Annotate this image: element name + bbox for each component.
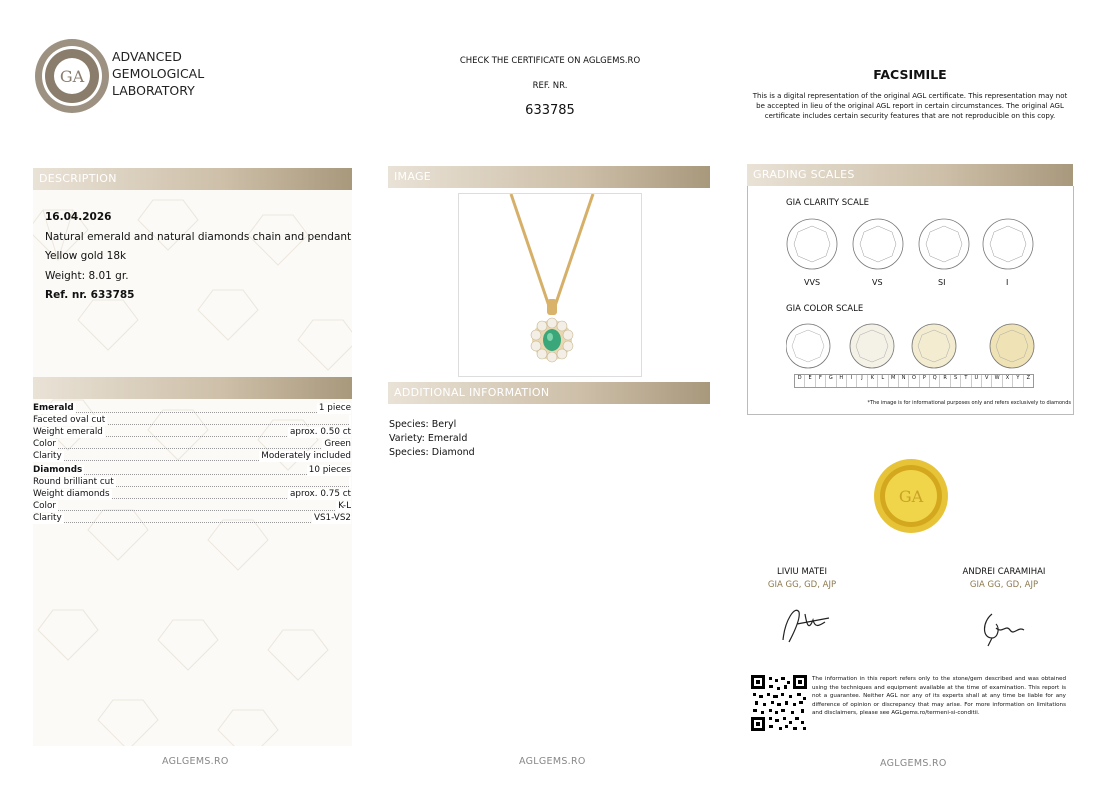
description-header: DESCRIPTION — [33, 168, 352, 190]
signature-1 — [775, 600, 835, 650]
check-certificate-text: CHECK THE CERTIFICATE ON AGLGEMS.RO — [459, 56, 641, 66]
lab-name-line1: ADVANCED — [112, 49, 182, 64]
footer-mid: AGLGEMS.RO — [519, 756, 586, 767]
additional-species: Species: Beryl — [389, 419, 457, 430]
ref-value: 633785 — [525, 103, 575, 118]
additional-header: ADDITIONAL INFORMATION — [388, 382, 710, 404]
gold-seal — [873, 458, 949, 534]
ref-label: REF. NR. — [532, 81, 568, 91]
detail-row: Color K-L — [33, 501, 351, 511]
details-header — [33, 377, 352, 399]
detail-row: Weight diamonds aprox. 0.75 ct — [33, 489, 351, 499]
lab-name-line3: LABORATORY — [112, 83, 195, 98]
additional-variety: Variety: Emerald — [389, 433, 468, 444]
additional-species-diamond: Species: Diamond — [389, 447, 475, 458]
lab-seal — [34, 38, 110, 114]
disclaimer-text: The information in this report refers only to the stone/gem described and was obtained using the techniques and equipment available at the time of examination. This report is not a guarantee. Neither AGL nor any of its experts shall at any time be liable for any difference of opinion or discrepancy that may arise. For more information on limitations and disclaimers, please see AGLgems.ro/termeni-si-conditii. — [812, 676, 1066, 717]
product-image — [458, 193, 642, 377]
detail-row: Weight emerald aprox. 0.50 ct — [33, 427, 351, 437]
detail-row: Emerald 1 piece — [33, 403, 351, 413]
footer-right: AGLGEMS.RO — [880, 758, 947, 769]
detail-row: Diamonds 10 pieces — [33, 465, 351, 475]
clarity-label-vs: VS — [872, 278, 883, 287]
facsimile-title: FACSIMILE — [873, 67, 947, 82]
facsimile-text: This is a digital representation of the original AGL certificate. This representation may not be accepted in lieu of the original AGL report in certain circumstances. The original AGL certificate includes certain security features that are not reproducible on this copy. — [752, 92, 1068, 120]
signer-2-creds: GIA GG, GD, AJP — [969, 580, 1039, 590]
svg-text:GA: GA — [898, 487, 924, 506]
svg-text:GA: GA — [59, 67, 85, 86]
grading-panel — [747, 186, 1074, 415]
lab-name-line2: GEMOLOGICAL — [112, 66, 205, 81]
lab-name — [112, 48, 204, 99]
clarity-label-si: SI — [938, 278, 946, 287]
description-line1: Natural emerald and natural diamonds chain and pendant — [45, 230, 352, 243]
color-scale: D E F G H I J K L M N O P Q R S T U V W X Y Z — [794, 374, 1034, 388]
detail-row: Clarity VS1-VS2 — [33, 513, 351, 523]
detail-row: Color Green — [33, 439, 351, 449]
signature-2 — [978, 604, 1030, 648]
footer-left: AGLGEMS.RO — [162, 756, 229, 767]
report-date: 16.04.2026 — [45, 211, 112, 223]
details-table — [33, 403, 352, 533]
grading-note: *The image is for informational purposes only and refers exclusively to diamonds — [867, 400, 1071, 406]
qr-code — [751, 675, 807, 731]
signer-1-creds: GIA GG, GD, AJP — [767, 580, 837, 590]
detail-row: Clarity Moderately included — [33, 451, 351, 461]
grading-header: GRADING SCALES — [747, 164, 1073, 186]
detail-row: Faceted oval cut — [33, 415, 351, 426]
color-title: GIA COLOR SCALE — [786, 304, 864, 314]
clarity-label-vvs: VVS — [804, 278, 821, 287]
description-line2: Yellow gold 18k — [45, 250, 127, 262]
signer-1-name: LIVIU MATEI — [776, 567, 828, 577]
detail-row: Round brilliant cut — [33, 477, 351, 488]
signer-2-name: ANDREI CARAMIHAI — [962, 567, 1046, 577]
description-line3: Weight: 8.01 gr. — [45, 269, 129, 282]
clarity-title: GIA CLARITY SCALE — [786, 198, 870, 208]
image-header: IMAGE — [388, 166, 710, 188]
description-ref: Ref. nr. 633785 — [45, 289, 135, 301]
clarity-label-i: I — [1006, 278, 1009, 287]
